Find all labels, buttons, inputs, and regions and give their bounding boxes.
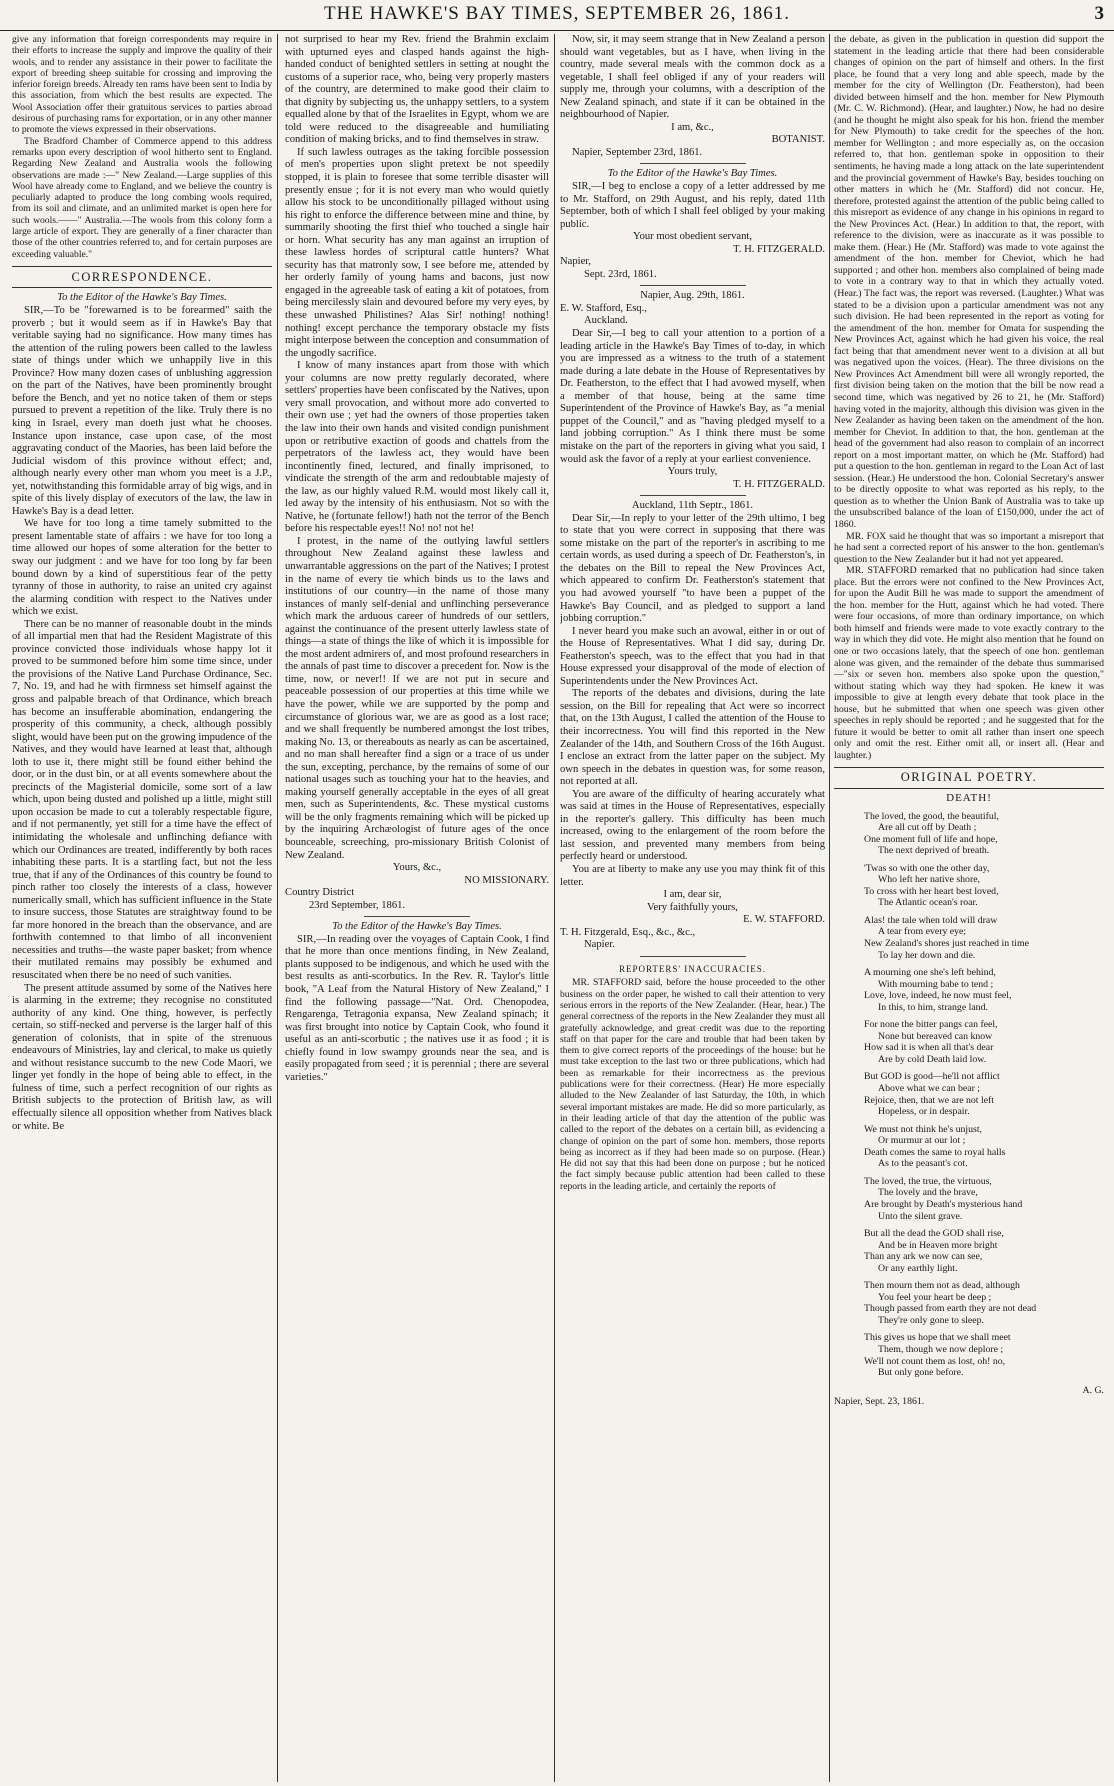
- divider: [364, 916, 470, 917]
- divider: [640, 163, 746, 164]
- poem-line: Or murmur at our lot ;: [878, 1135, 966, 1147]
- poem-line: But all the dead the GOD shall rise,: [864, 1228, 1004, 1240]
- column-4: [834, 34, 1104, 1782]
- letter-paragraph: The reports of the debates and divisions, during the late session, on the Bill for repealing that Act were so incorrect that, on the 13th August, I called the attention of the House to their incorrectness. You will find this reported in the New Zealander of the 14th, and Southern Cross of the 16th August. I enclose an extract from the latter paper on the subject. My own speech in the debates in question was, for some reason, not reported at all.: [560, 688, 825, 788]
- letter-address: Napier.: [584, 939, 615, 951]
- letter-close: Yours, &c.,: [392, 862, 442, 874]
- divider: [640, 285, 746, 286]
- poem-line: The next deprived of breath.: [878, 845, 990, 857]
- poem-stanza: [864, 967, 1104, 1013]
- poem-line: A tear from every eye;: [878, 926, 967, 938]
- letter-paragraph: If such lawless outrages as the taking forcible possession of men's properties upon slight pretext be not speedily stopped, it is plain to foresee that some terrible disaster will presently ensue ; for it is not every man who would quietly allow his stock to be unconditionally pillaged without using his right to enforce the difference between mine and thine, by summarily shooting the first thief who touched a single hair or horn. What security has any man against an irruption of these lawless hordes of scriptural cattle hunters? What security has that matronly sow, I see before me, attended by her orderly family of young hams and bacons, just now engaged in the agreeable task of eating a kit of potatoes, from being mercilessly slain and devoured before my very eyes, by these unwashed Philistines? Alas Sir! nothing! nothing! nothing! except perchance the temporary obstacle my fists might interpose between the conception and consummation of the ungodly sacrifice.: [285, 146, 549, 359]
- letter-paragraph: There can be no manner of reasonable doubt in the minds of all impartial men that had the Resident Magistrate of this province convicted those individuals whose happy lot it proved to be summoned before him some time since, under the provisions of the Native Land Purchase Ordinance, Sec. 7, No. 19, and had he with firmness set himself against the gross and palpable breach of that Ordinance, which breach has become an insufferable abomination, endangering the prosperity of this community, a check, although possibly slight, would have been put on the growing impudence of the Natives, and they would have learned at least that, although loth to use it, there might still be found either behind the door, or in the dust bin, or at all events somewhere about the precincts of the Magisterial domicile, some sort of a law which, upon being dusted and polished up a little, might still upon occasion be made to cut a tolerably respectable figure, and if not permanently, yet still for a time have the effect of intimidating the wholesale and unflinching defiance with which our Ordinances are treated, indifferently by both races inhabiting these parts. It is a startling fact, but not the less true, that if any of the Ordinances of this country be found to pinch rather too closely the interests of a class, however numerically small, which has sufficient influence in the State to insure success, those Statutes are straightway found to be far more honored in the breach than the observance, and are forthwith contemned to that limbo of all inconvenient necessities and truths—the waste paper basket; from whence their mutilated remains may possibly be exhumed and resuscitated when there be no need of such vanities.: [12, 618, 272, 982]
- letter-paragraph: SIR,—To be "forewarned is to be forearmed" saith the proverb ; but it would seem as if in Hawke's Bay that veritable saying had no significance. How many times has the attention of the ruling powers been called to the lawless state of things under which we unhappily live in this Province? How many dozen cases of unblushing aggression on the part of the Natives, have been prominently brought before the Bench, and yet no notice taken of them or steps pursued to prevent a repetition of the like. Truly there is no king in Israel, every man doeth just what he chooses. Instance upon instance, case upon case, of the most aggravating conduct of the Maories, has been laid before the Judicial wisdom of this province without effect; and, although nearly every other man whom you meet is a J.P., yet, notwithstanding this formidable array of big wigs, and in spite of this lively display of executors of the law, the law in Hawke's Bay is a dead letter.: [12, 305, 272, 517]
- poem-line: But only gone before.: [878, 1367, 964, 1379]
- poem-line: Are by cold Death laid low.: [878, 1053, 987, 1065]
- poem-line: Rejoice, then, that we are not left: [864, 1094, 995, 1106]
- letter-paragraph: not surprised to hear my Rev. friend the Brahmin exclaim with upturned eyes and clasped hands against the high-handed conduct of benighted settlers in setting at nought the customs of a superior race, who, being very properly masters of the country, are determined to make good their claim to that dignity by subjecting us, the unhappy settlers, to a system equalled alone by that of the Israelites in Egypt, whom we are told were reduced to the disagreeable and humiliating condition of making bricks, and to find themselves in straw.: [285, 34, 549, 146]
- poem-stanza: [864, 1280, 1104, 1326]
- letter-dateline: Auckland, 11th Septr., 1861.: [631, 500, 754, 512]
- poem-line: With mourning babe to tend ;: [878, 978, 994, 990]
- letter-address: T. H. Fitzgerald, Esq., &c., &c.,: [560, 926, 696, 938]
- letter-close: Yours truly,: [667, 466, 718, 478]
- poem-line: Then mourn them not as dead, although: [864, 1280, 1020, 1292]
- extract-paragraph: the debate, as given in the publication in question did support the statement in the leading article that there had been considerable changes of opinion on the part of himself and others. In the first place, he found that a very long and able speech, made by the member for the city of Wellington (Dr. Featherston), had been divided between himself and the hon. member for New Plymouth (Mr. C. W. Richmond). (Hear, and laughter.) Now, he had no desire (and he thought he might also speak for his hon. friend the member for New Plymouth) to take credit for the speeches of the hon. member for Wellington ; and more especially as, on the occasion referred to, that hon. gentleman spoke in opposition to their sentiments, he having made a long attack on the late superintendent and the provincial government of Hawke's Bay, besides touching on other matters in which he (Mr. Stafford) did not concur. He, therefore, protested against the attention of the public being called to this misreport as evidence of any change in his opinions in regard to the New Provinces Act. (Hear.) In addition to that, the report, with reference to the division, were as inaccurate as it was possible to make them. (Hear.) He (Mr. Stafford) was made to vote against the amendment of the hon. member for Cheviot, which he had supported ; and other hon. members also complained of being made to vote in a contrary way to that in which they actually voted. (Hear.) The fact was, the report was reversed. (Laughter.) What was stated to be a division upon a particular amendment was not any such division. He had been represented in the report as voting for the amendment of the hon. member for Omata for suspending the New Provinces Act, against which he had given his voice, the real fact being that that amendment never went to a division at all but was negatived upon the voices. (Hear). The three divisions on the New Provinces Act Amendment bill were all wrongly reported, the first division being taken on the motion that the bill be now read a second time, which was negatived by 26 to 21, he (Mr. Stafford) having voted in the majority, although this division was given in the New Zealander as having been taken on the amendment of the hon. member for Cheviot. In addition to that, the hon. gentleman at the head of the government had also reason to complain of an incorrect report on a most important matter, on which he (Mr. Stafford) had put a question to the hon. gentleman in regard to the Loan Act of last session. (Hear.) He understood the hon. Colonial Secretary's answer to be directly opposite to what was reported as his reply, to the question as to whether the Union Bank of Australia was to take up the unsubscribed balance of the loan of £150,000, under the act of 1860.: [834, 34, 1104, 530]
- extract-paragraph: MR. STAFFORD remarked that no publication had since taken place. But the errors were not confined to the New Provinces Act, for upon the Audit Bill he was made to support the amendment of the hon. member for the Hutt, against which he had voted. There were four occasions, of more than ordinary importance, on which both himself and friends were made to vote exactly contrary to the way in which they did vote. He might also mention that he found on one or two occasions lately, that the speech of one hon. gentleman alone was given, and the remainder of the debate thus summarised—"six or seven hon. members also spoke upon the question," without stating which way they had spoken. He knew it was impossible to give at length every debate that took place in the house, but he submitted that when one speech was given other speeches in reply should be reported ; and he suggested that for the future it would be better to omit all rather than insert one speech only and omit the rest. Either omit all, or insert all. (Hear and laughter.): [834, 565, 1104, 761]
- letter-close: Very faithfully yours,: [647, 901, 738, 913]
- poem-line: None but bereaved can know: [878, 1030, 993, 1042]
- letter-signature: T. H. FITZGERALD.: [733, 243, 825, 255]
- letter-paragraph: You are at liberty to make any use you may think fit of this letter.: [560, 864, 825, 888]
- letter-address: E. W. Stafford, Esq.,: [560, 302, 647, 314]
- poem-line: Them, though we now deplore ;: [878, 1343, 1004, 1355]
- poem-stanza: [864, 811, 1104, 857]
- poem-line: A mourning one she's left behind,: [864, 967, 996, 979]
- letter-signature: BOTANIST.: [771, 134, 825, 146]
- extract-paragraph: MR. FOX said he thought that was so important a misreport that he had sent a corrected report of his answer to the hon. gentleman's question to the New Zealander but it had not yet appeared.: [834, 530, 1104, 565]
- poem-line: Or any earthly light.: [878, 1262, 958, 1274]
- letter-paragraph: Now, sir, it may seem strange that in New Zealand a person should want vegetables, but as I have, when living in the country, made several meals with the common dock as a vegetable, I shall feel obliged if any of your readers will supply me, through your columns, with a description of the New Zealand spinach, and state if it can be obtained in the neighbourhood of Napier.: [560, 34, 825, 121]
- poem-line: The loved, the true, the virtuous,: [864, 1175, 992, 1187]
- letter-paragraph: SIR,—In reading over the voyages of Captain Cook, I find that he more than once mentions finding, in New Zealand, plants supposed to be indigenous, and which he used with the best results as anti-scorbutics. In the Rev. R. Taylor's little book, "A Leaf from the Natural History of New Zealand," I find the following passage—"Nat. Ord. Chenopodea, Rengarenga, Tetragonia expansa, New Zealand spinach; it was first brought into notice by Captain Cook, who found it useful as an anti-scorbutic ; the natives use it as food ; it is chiefly found in low swampy grounds near the sea, and is easily propagated from seed ; it is perennial ; there are several varieties.": [285, 933, 549, 1083]
- poem-line: In this, to him, strange land.: [878, 1001, 988, 1013]
- letter-heading: To the Editor of the Hawke's Bay Times.: [607, 168, 778, 180]
- poem-line: To cross with her heart best loved,: [864, 885, 999, 897]
- poem-line: Are brought by Death's mysterious hand: [864, 1198, 1023, 1210]
- poem-line: This gives us hope that we shall meet: [864, 1332, 1011, 1344]
- column-rule: [554, 34, 555, 1782]
- letter-date: 23rd September, 1861.: [309, 899, 406, 911]
- poem-line: To lay her down and die.: [878, 949, 976, 961]
- poem-line: Alas! the tale when told will draw: [864, 914, 998, 926]
- letter-signature: T. H. FITZGERALD.: [733, 478, 825, 490]
- poem-line: Though passed from earth they are not dead: [864, 1303, 1037, 1315]
- letter-paragraph: Dear Sir,—I beg to call your attention to a portion of a leading article in the Hawke's Bay Times of to-day, in which you are impressed as a witness to the truth of a statement made during a late debate in the House of Representatives by Dr. Featherston, to the effect that I had avowed myself, when a member of that house, being at the same time Superintendent of the Province of Hawke's Bay, as "a menial puppet of the Council," and as "having pledged myself to a land jobbing corruption." As I think there must be some mistake on the part of the reporters in giving what you said, I would ask the favor of a reply at your earliest convenience.: [560, 328, 825, 465]
- letter-heading: To the Editor of the Hawke's Bay Times.: [332, 921, 502, 933]
- letter-close: I am, &c.,: [671, 121, 714, 133]
- wool-article-paragraph: give any information that foreign correspondents may require in their efforts to increase the supply and improve the quality of their wools, and to render any assistance in their power to facilitate the export of breeding sheep suitable for crossing and improving the inferior foreign breeds. Already ten rams have been sent to India by this association, from which the best results are expected. The Wool Association offer their gratuitous services to parties abroad desirous of purchasing rams for exportation, or in any other manner to promote the views expressed in their observations.: [12, 34, 272, 136]
- letter-heading: To the Editor of the Hawke's Bay Times.: [57, 292, 227, 304]
- column-2: [285, 34, 549, 1782]
- newspaper-title: THE HAWKE'S BAY TIMES, SEPTEMBER 26, 1861.: [324, 3, 790, 24]
- letter-paragraph: I never heard you make such an avowal, either in or out of the House of Representatives. What I did say, during Dr. Featherston's speech, was to the effect that you had in that House expressed your disapproval of the mode of election of Superintendents under the New Provinces Act.: [560, 625, 825, 687]
- poem-stanza: [864, 1228, 1104, 1274]
- poem-line: You feel your heart be deep ;: [878, 1291, 992, 1303]
- wool-article-paragraph: The Bradford Chamber of Commerce append to this address remarks upon every description of wool hitherto sent to England. Regarding New Zealand and Australia wools the following observations are made :—" New Zealand.—Large supplies of this Wool have already come to England, and we believe the country is peculiarly adapted to produce the long combing wools required, from its soil and climate, and an unlimited market is open here for such wools.——" Australia.—The wools from this colony form a large article of export. They are generally of a finer character than those of the other countries referred to, and for certain purposes are exceeding valuable.": [12, 135, 272, 260]
- poem-stanza: [864, 915, 1104, 961]
- letter-paragraph: The present attitude assumed by some of the Natives here is alarming in the extreme; they recognise no constituted authority of any kind. One thing, however, is perfectly certain, so stiff-necked and perverse is the larger half of this generation of colonists, that in spite of the strenuous endeavours of Ministries, lay and clerical, to make us quietly and without resistance succumb to the new Code Maori, we linger yet fondly in the hope of being able to effect, in the fulness of time, such a perfect recognition of our rights as British subjects to the protection of British law, as will effectually silence all opposition whether from Natives black or white. Be: [12, 982, 272, 1132]
- column-rule: [277, 34, 278, 1782]
- letter-paragraph: Dear Sir,—In reply to your letter of the 29th ultimo, I beg to state that you were correct in supposing that there was some mistake on the part of the reporter's in ascribing to me certain words, as used during a speech of Dr. Featherston's, in the debates on the Bill to repeal the New Provinces Act, which appeared to confirm Dr. Featherston's statement that you had avowed yourself "to have been a puppet of the Hawke's Bay Council, and as pledged to support a land jobbing corruption.": [560, 512, 825, 625]
- poem-line: The lovely and the brave,: [878, 1187, 978, 1199]
- letter-date: Sept. 23rd, 1861.: [584, 268, 657, 280]
- letter-address: Auckland.: [584, 315, 628, 327]
- extract-paragraph: MR. STAFFORD said, before the house proceeded to the other business on the order paper, he wished to call their attention to very serious errors in the reports of the New Zealander. (Hear, hear.) The general correctness of the reports in the New Zealander they must all gratefully acknowledge, and great credit was due to the reporting staff on that paper for the care and trouble that had been taken by them to give correct reports of the proceedings of the house: but he must take exception to the last two or three publications, which had been as remarkable for their incorrectness as the previous publications were for their correctness. (Hear) He more especially alluded to the New Zealander of last Saturday, the 10th, in which several important mistakes are made. He did so more particularly, as in their leading article of that day the attention of the public was called to the report of the debates on a certain bill, as evidencing a change of opinion on the part of some hon. members, those reports being as incorrect as if they had been made so on purpose. (Hear.) He did not say that this had been done on purpose ; but he noticed the fact simply because public attention had been called to these reports in the leading article, and certainly the reports of: [560, 977, 825, 1192]
- poem-line: We must not think he's unjust,: [864, 1123, 982, 1135]
- poem-line: And be in Heaven more bright: [878, 1239, 998, 1251]
- poem-line: They're only gone to sleep.: [878, 1314, 984, 1326]
- poem-stanza: [864, 1124, 1104, 1170]
- poem-line: We'll not count them as lost, oh! no,: [864, 1355, 1006, 1367]
- page-number: 3: [1094, 3, 1104, 24]
- poem-date: Napier, Sept. 23, 1861.: [834, 1396, 925, 1408]
- poem-line: Death comes the same to royal halls: [864, 1146, 1006, 1158]
- poem-line: Love, love, indeed, he now must feel,: [864, 990, 1012, 1002]
- letter-place: Napier,: [560, 256, 592, 268]
- poem-line: Unto the silent grave.: [878, 1210, 963, 1222]
- letter-paragraph: We have for too long a time tamely submitted to the present lamentable state of affairs : we have for too long a time allowed our hopes of some alteration for the better to sway our judgment : and we have for too long by far been bound down by a kind of superstitious fear of the petty tyranny of those in authority, to raise an united cry against the alarming condition with respect to the Natives under which we exist.: [12, 518, 272, 618]
- poem-line: The Atlantic ocean's roar.: [878, 897, 978, 909]
- letter-paragraph: You are aware of the difficulty of hearing accurately what was said at times in the House of Representatives, especially in the reporter's gallery. This difficulty has been much increased, owing to the enlargement of the room before the last session, and prevented many members from being perfectly heard or understood.: [560, 788, 825, 863]
- poem-line: 'Twas so with one the other day,: [864, 862, 990, 874]
- poem-line: For none the bitter pangs can feel,: [864, 1019, 998, 1031]
- masthead: [0, 0, 1114, 31]
- poem-line: The loved, the good, the beautiful,: [864, 810, 999, 822]
- poem-line: Who left her native shore,: [878, 874, 981, 886]
- poem-line: Are all cut off by Death ;: [878, 822, 977, 834]
- letter-place: Country District: [285, 887, 355, 899]
- poem-line: Hopeless, or in despair.: [878, 1106, 970, 1118]
- column-1: [12, 34, 272, 1782]
- letter-close: I am, dear sir,: [663, 889, 722, 901]
- letter-signature: E. W. STAFFORD.: [743, 914, 825, 926]
- extract-heading: REPORTERS' INACCURACIES.: [618, 963, 767, 974]
- poem-stanza: [864, 1071, 1104, 1117]
- letter-signature: NO MISSIONARY.: [464, 874, 549, 886]
- column-3: [560, 34, 825, 1782]
- poem-title: DEATH!: [946, 792, 992, 804]
- letter-paragraph: I know of many instances apart from those with which your columns are now pretty regularly decorated, where settlers' properties have been confiscated by the Natives, upon very small provocation, and without more ado converted to their own use ; yet had the owners of those properties taken the law into their own hands and visited condign punishment upon or retributive exaction of goods and chattels from the perpetrators of the lawless act, they would have been incontinently fined, lectured, and finally imprisoned, to vindicate the strength of the arm and redoubtable majesty of the law, as our highly valued R.M. would most likely call it, led away by the intensity of his enthusiasm. Not so with the Native, he (fortunate fellow!) hath not the terror of the Bench before his respectable eyes!! No! no! not he!: [285, 360, 549, 535]
- poem-stanza: [864, 1019, 1104, 1065]
- poem-line: How sad it is when all that's dear: [864, 1042, 994, 1054]
- poem: [864, 811, 1104, 1379]
- poem-line: As to the peasant's cot.: [878, 1158, 968, 1170]
- poem-line: New Zealand's shores just reached in time: [864, 938, 1029, 950]
- poem-stanza: [864, 1176, 1104, 1222]
- divider: [640, 956, 746, 957]
- poem-line: But GOD is good—he'll not afflict: [864, 1071, 1000, 1083]
- letter-dateline: Napier, Aug. 29th, 1861.: [640, 290, 745, 302]
- correspondence-heading: CORRESPONDENCE.: [12, 266, 272, 289]
- poem-line: Above what we can bear ;: [878, 1083, 981, 1095]
- letter-close: Your most obedient servant,: [633, 231, 752, 243]
- poetry-heading: ORIGINAL POETRY.: [834, 767, 1104, 789]
- poem-line: One moment full of life and hope,: [864, 833, 998, 845]
- letter-paragraph: SIR,—I beg to enclose a copy of a letter addressed by me to Mr. Stafford, on 29th August, and his reply, dated 11th September, both of which I shall feel obliged by your making public.: [560, 181, 825, 230]
- poem-signature: A. G.: [1082, 1384, 1104, 1396]
- letter-paragraph: I protest, in the name of the outlying lawful settlers throughout New Zealand against these lawless and unwarrantable aggressions on the part of the Natives; I protest in the name of every tie which binds us to the laws and institutions of our country—in the name of those many instances of manly self-denial and unflinching perseverance which mark the arduous career of hundreds of our settlers, against the continuance of the present utterly lawless state of things—a state of things the like of which it is impossible for the most ardent admirers of, and most profound researchers in the annals of past time to discover a precedent for. Now is the time, now, or never!! If we are not put in secure and peaceable possession of our properties at this time while we have the power, while we are supported by the pomp and circumstance of glorious war, we are as good as a lost race; and we shall frequently be numbered amongst the lost tribes, making No. 13, or thereabouts as nearly as can be ascertained, and no man shall hereafter find a sign or a trace of us under the sun, excepting, perchance, by the remains of some of our national usages such as touching your hat to the heavies, and making yourself generally acceptable in the eyes of all great men, such as Superintendents, &c. These mystical customs will be the only fragments remaining which will be picked up by the inquiring Archæologist of future ages of the once bounceable, screeching, pro-missionary British Colonist of New Zealand.: [285, 535, 549, 861]
- poem-stanza: [864, 1332, 1104, 1378]
- letter-date: Napier, September 23rd, 1861.: [572, 146, 703, 158]
- divider: [640, 495, 746, 496]
- poem-line: Than any ark we now can see,: [864, 1251, 983, 1263]
- column-rule: [829, 34, 830, 1782]
- poem-stanza: [864, 863, 1104, 909]
